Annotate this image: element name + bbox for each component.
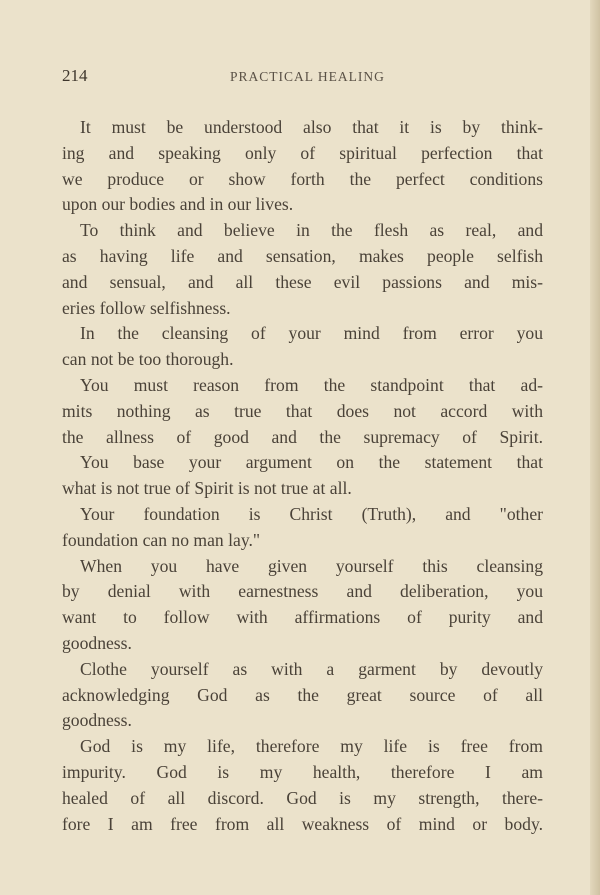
text-line: ing and speaking only of spiritual perfection that: [62, 142, 543, 163]
text-line: what is not true of Spirit is not true at all.: [62, 478, 352, 499]
text-line: impurity. God is my health, therefore I am: [62, 761, 543, 782]
text-line: Your foundation is Christ (Truth), and "other: [80, 503, 543, 524]
text-line: You must reason from the standpoint that ad-: [80, 374, 543, 395]
page-edge-shadow: [590, 0, 600, 895]
page-number: 214: [62, 66, 88, 85]
text-line: In the cleansing of your mind from error you: [80, 323, 543, 344]
text-line: It must be understood also that it is by think-: [80, 117, 543, 137]
text-line: by denial with earnestness and deliberation, you: [62, 581, 543, 602]
text-line: fore I am free from all weakness of mind or body.: [62, 813, 543, 834]
text-line: we produce or show forth the perfect conditions: [62, 168, 543, 189]
text-line: foundation can no man lay.": [62, 529, 261, 550]
running-head: PRACTICAL HEALING: [230, 69, 385, 84]
text-line: Clothe yourself as with a garment by devoutly: [80, 658, 543, 679]
text-line: and sensual, and all these evil passions and mis-: [62, 271, 543, 292]
text-line: When you have given yourself this cleansing: [80, 555, 543, 576]
text-line: You base your argument on the statement that: [80, 452, 543, 473]
text-line: mits nothing as true that does not accord with: [62, 400, 543, 421]
text-line: goodness.: [62, 710, 132, 731]
text-line: To think and believe in the flesh as real, and: [80, 220, 543, 241]
text-line: healed of all discord. God is my strength, there-: [62, 787, 543, 808]
text-line: upon our bodies and in our lives.: [62, 194, 294, 215]
text-line: God is my life, therefore my life is free from: [80, 736, 543, 757]
text-line: can not be too thorough.: [62, 349, 234, 370]
body-text: [62, 115, 543, 837]
text-line: the allness of good and the supremacy of Spirit.: [62, 426, 543, 447]
text-line: want to follow with affirmations of purity and: [62, 607, 543, 628]
text-line: eries follow selfishness.: [62, 297, 231, 318]
text-line: goodness.: [62, 632, 132, 653]
text-line: acknowledging God as the great source of all: [62, 684, 543, 705]
text-line: as having life and sensation, makes people selfish: [62, 245, 543, 266]
